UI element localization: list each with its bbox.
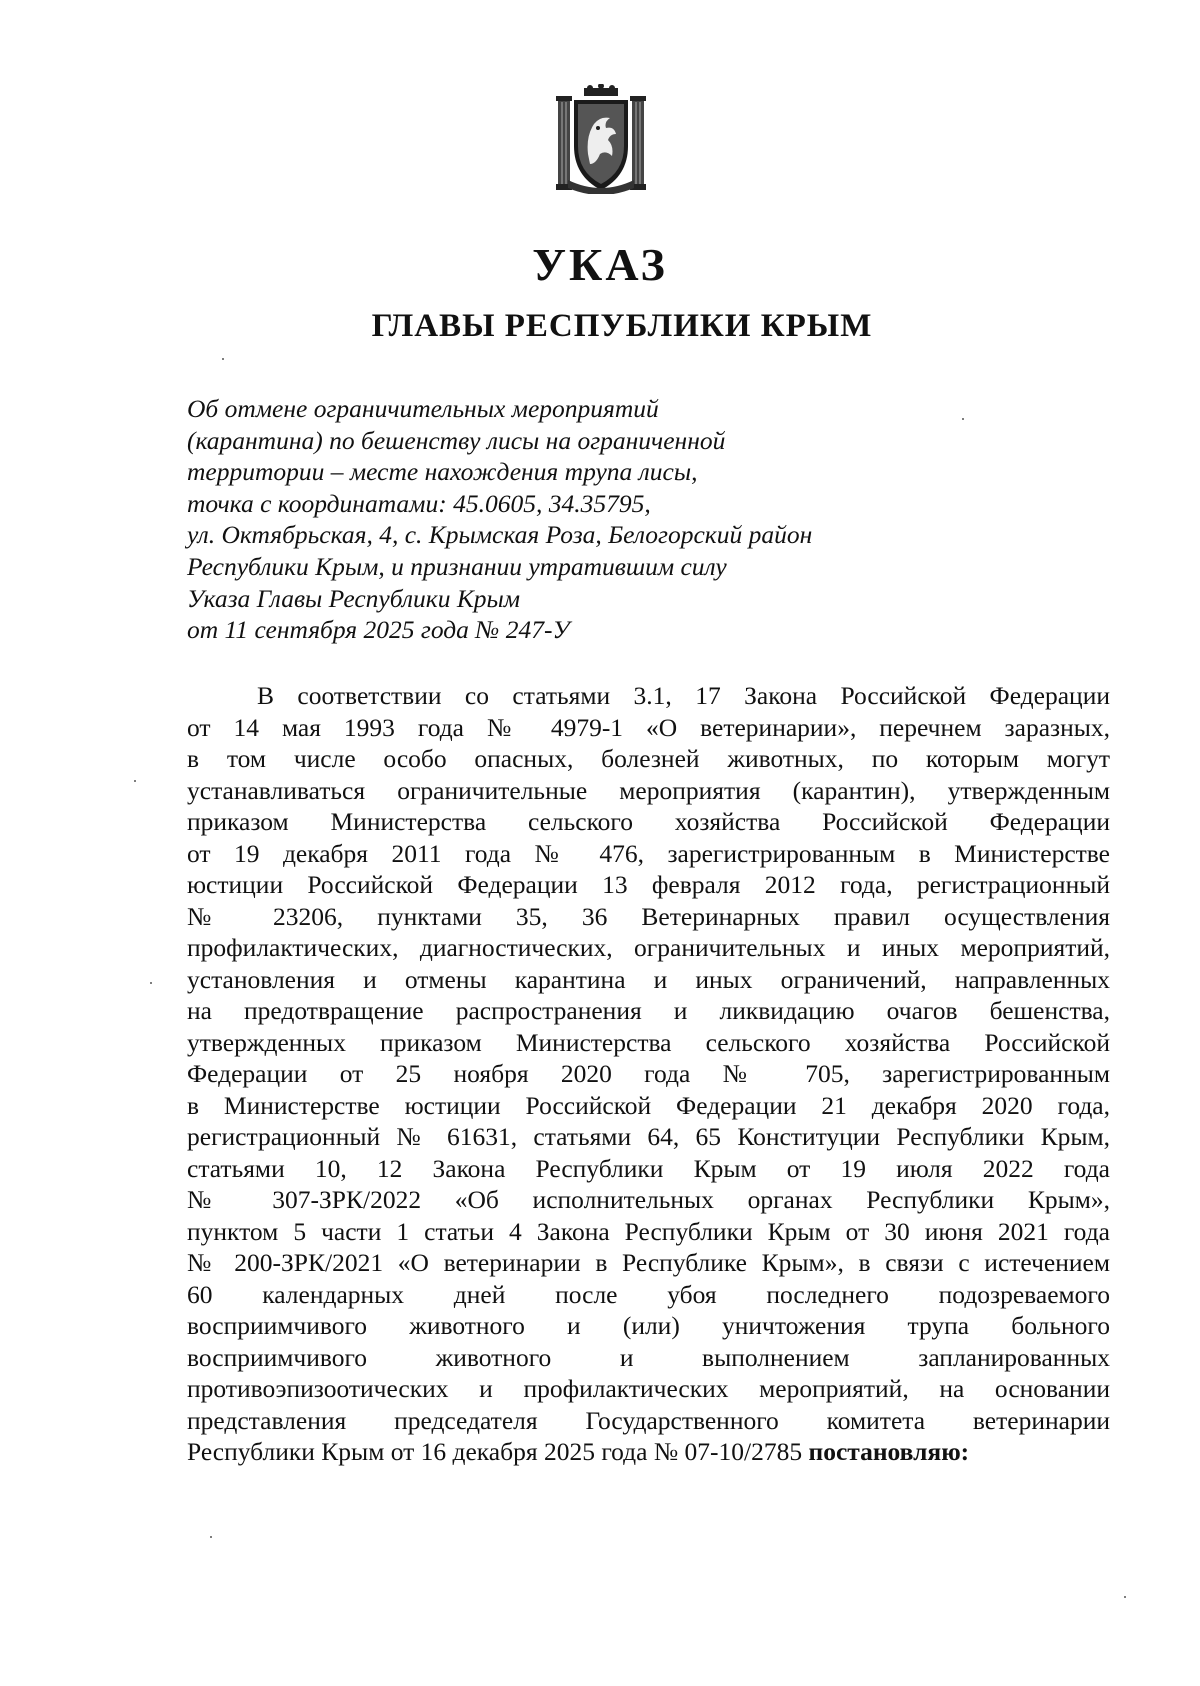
body-line: пунктом 5 части 1 статьи 4 Закона Республики Крым от 30 июня 2021 года xyxy=(187,1216,1110,1246)
body-line: на предотвращение распространения и ликвидацию очагов бешенства, xyxy=(187,996,1110,1025)
body-line: Федерации от 25 ноября 2020 года № 705, зарегистрированным xyxy=(187,1059,1110,1088)
body-line: № 307-ЗРК/2022 «Об исполнительных органах Республики Крым», xyxy=(187,1185,1110,1214)
body-line: статьями 10, 12 Закона Республики Крым от 19 июля 2022 года xyxy=(187,1153,1110,1183)
scan-speck xyxy=(210,1536,212,1538)
body-line: юстиции Российской Федерации 13 февраля 2012 года, регистрационный xyxy=(187,870,1110,899)
subject-line: (карантина) по бешенству лисы на ограниченной xyxy=(187,425,726,455)
subject-line: Указа Главы Республики Крым xyxy=(187,583,521,613)
subject-line: Об отмене ограничительных мероприятий xyxy=(187,394,659,423)
body-last-line xyxy=(187,1436,1110,1468)
body-line: противоэпизоотических и профилактических мероприятий, на основании xyxy=(187,1374,1110,1403)
body-line: устанавливаться ограничительные мероприятия (карантин), утвержденным xyxy=(187,775,1110,805)
document-title: УКАЗ xyxy=(532,239,668,290)
scan-speck xyxy=(1124,1596,1126,1598)
subject-line: ул. Октябрьская, 4, с. Крымская Роза, Белогорский район xyxy=(187,520,813,550)
scan-speck xyxy=(962,418,964,420)
scan-speck xyxy=(222,358,224,360)
body-line: установления и отмены карантина и иных ограничений, направленных xyxy=(187,964,1110,994)
body-line: от 19 декабря 2011 года № 476, зарегистрированным в Министерстве xyxy=(187,838,1110,868)
subject-line: территории – месте нахождения трупа лисы, xyxy=(187,457,698,487)
body-line: № 23206, пунктами 35, 36 Ветеринарных правил осуществления xyxy=(187,901,1110,931)
body-line: приказом Министерства сельского хозяйства Российской Федерации xyxy=(187,807,1110,836)
body-line: регистрационный № 61631, статьями 64, 65 Конституции Республики Крым, xyxy=(187,1122,1110,1151)
scan-speck xyxy=(150,982,152,984)
body-line: утвержденных приказом Министерства сельского хозяйства Российской xyxy=(187,1027,1110,1057)
crimea-coat-of-arms-icon xyxy=(554,84,648,194)
decree-word: постановляю: xyxy=(808,1437,970,1466)
body-line: восприимчивого животного и (или) уничтожения трупа больного xyxy=(187,1311,1110,1340)
body-line: в том числе особо опасных, болезней животных, по которым могут xyxy=(187,744,1110,773)
body-line: № 200-ЗРК/2021 «О ветеринарии в Республике Крым», в связи с истечением xyxy=(187,1248,1110,1277)
subject-line: точка с координатами: 45.0605, 34.35795, xyxy=(187,488,651,518)
body-line: В соответствии со статьями 3.1, 17 Закона Российской Федерации xyxy=(257,681,1110,710)
body-line: в Министерстве юстиции Российской Федерации 21 декабря 2020 года, xyxy=(187,1090,1110,1120)
body-line: представления председателя Государственного комитета ветеринарии xyxy=(187,1405,1110,1435)
body-line: профилактических, диагностических, ограничительных и иных мероприятий, xyxy=(187,933,1110,962)
body-line: 60 календарных дней после убоя последнего подозреваемого xyxy=(187,1279,1110,1309)
subject-line: от 11 сентября 2025 года № 247-У xyxy=(187,615,570,645)
body-last-line-text: Республики Крым от 16 декабря 2025 года № 07-10/2785 xyxy=(187,1437,803,1466)
body-line: от 14 мая 1993 года № 4979-1 «О ветеринарии», перечнем заразных, xyxy=(187,712,1110,742)
decree-subject xyxy=(187,393,967,646)
decree-preamble xyxy=(187,680,1110,1468)
document-subtitle: ГЛАВЫ РЕСПУБЛИКИ КРЫМ xyxy=(371,308,873,344)
subject-line: Республики Крым, и признании утратившим силу xyxy=(187,551,727,581)
scan-speck xyxy=(134,780,136,782)
body-line: восприимчивого животного и выполнением запланированных xyxy=(187,1342,1110,1372)
